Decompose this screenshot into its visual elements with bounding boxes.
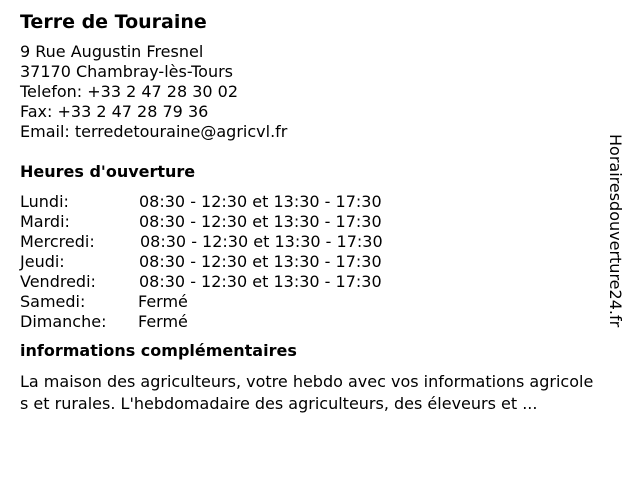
business-name: Terre de Touraine [20, 11, 207, 33]
city-line: 37170 Chambray-lès-Tours [20, 62, 234, 81]
fax-line: Fax: +33 2 47 28 79 36 [20, 102, 209, 121]
day-label: Dimanche: [20, 312, 107, 331]
address-block [20, 42, 600, 142]
time-value: 08:30 - 12:30 et 13:30 - 17:30 [140, 232, 383, 251]
site-brand-label: Horairesdouverture24.fr [606, 134, 625, 328]
opening-hours-heading: Heures d'ouverture [20, 162, 196, 181]
day-label: Mardi: [20, 212, 70, 231]
hours-row-monday [20, 192, 600, 212]
opening-hours-table [20, 192, 600, 332]
day-label: Samedi: [20, 292, 86, 311]
day-label: Lundi: [20, 192, 69, 211]
additional-info-text: La maison des agriculteurs, votre hebdo avec vos informations agricoles et rurales. L'hebdomadaire des agriculteurs, des éleveurs et ... [20, 372, 594, 413]
day-label: Mercredi: [20, 232, 95, 251]
additional-info-heading: informations complémentaires [20, 341, 297, 360]
email-line: Email: terredetouraine@agricvl.fr [20, 122, 288, 141]
time-value: 08:30 - 12:30 et 13:30 - 17:30 [139, 252, 382, 271]
time-value: Fermé [138, 292, 188, 311]
street-address: 9 Rue Augustin Fresnel [20, 42, 204, 61]
day-label: Vendredi: [20, 272, 96, 291]
phone-line: Telefon: +33 2 47 28 30 02 [20, 82, 239, 101]
business-card [20, 10, 600, 415]
time-value: 08:30 - 12:30 et 13:30 - 17:30 [139, 272, 382, 291]
hours-row-friday [20, 272, 600, 292]
hours-row-thursday [20, 252, 600, 272]
hours-row-wednesday [20, 232, 600, 252]
time-value: 08:30 - 12:30 et 13:30 - 17:30 [139, 192, 382, 211]
hours-row-tuesday [20, 212, 600, 232]
time-value: Fermé [138, 312, 188, 331]
hours-row-saturday [20, 292, 600, 312]
day-label: Jeudi: [20, 252, 65, 271]
time-value: 08:30 - 12:30 et 13:30 - 17:30 [139, 212, 382, 231]
hours-row-sunday [20, 312, 600, 332]
